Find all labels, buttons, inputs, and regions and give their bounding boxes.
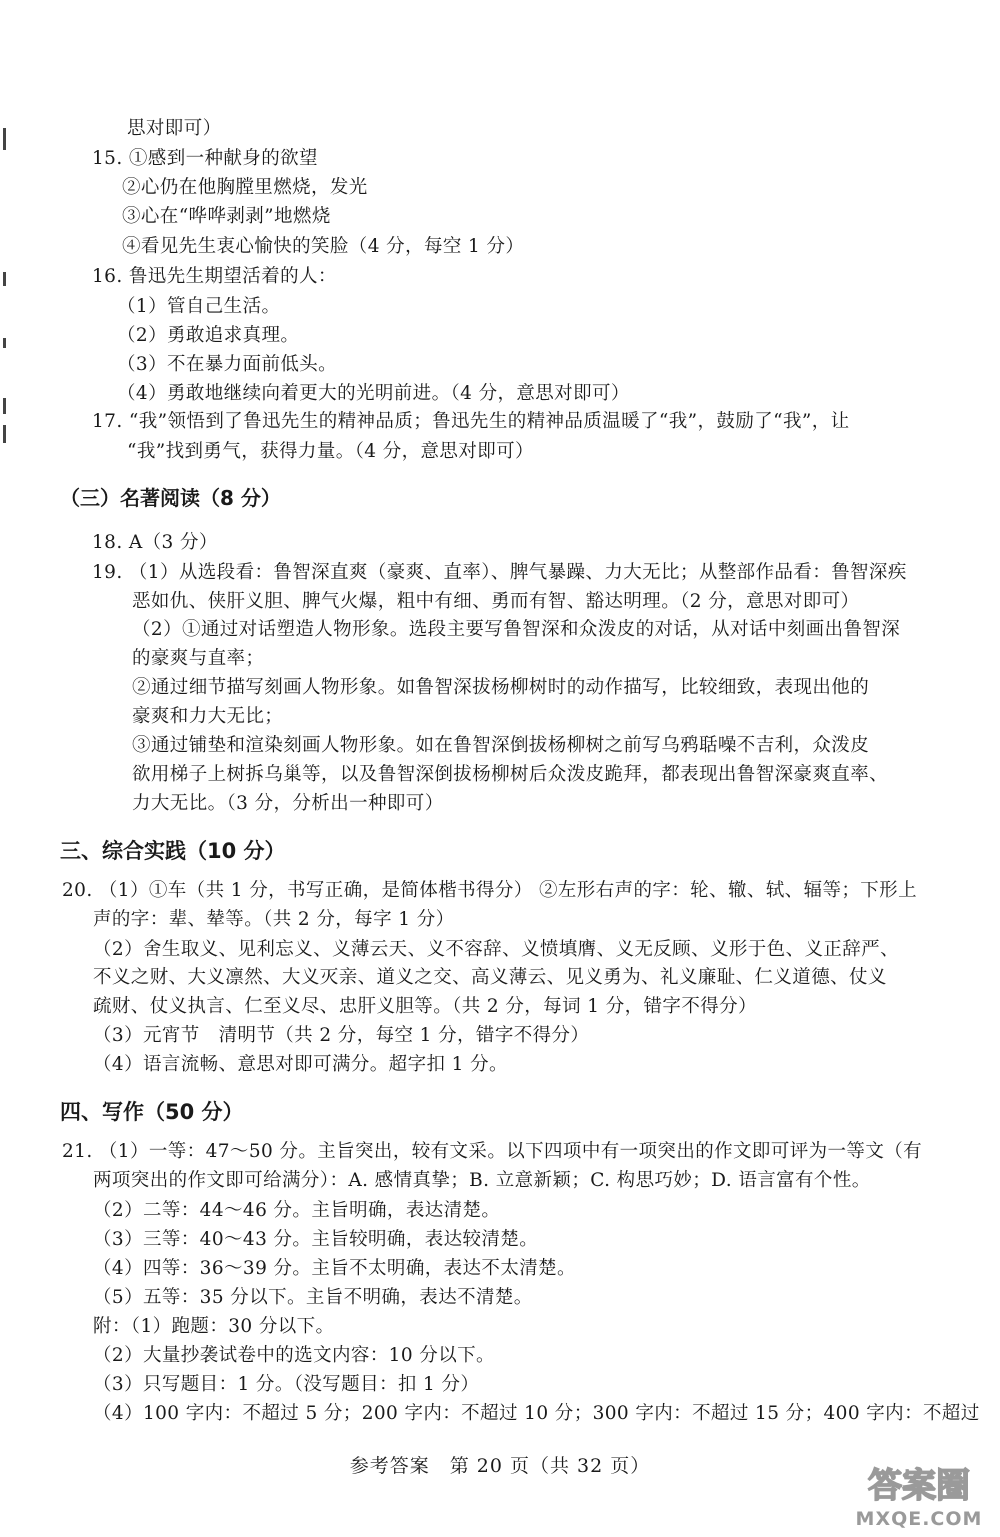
answer-line: ③心在“哗哗剥剥”地燃烧 — [122, 206, 331, 227]
answer-line: （5）五等：35 分以下。主旨不明确，表达不清楚。 — [93, 1287, 533, 1308]
watermark-url: MXQE.COM — [855, 1508, 983, 1530]
answer-line: 欲用梯子上树拆乌巢等，以及鲁智深倒拔杨柳树后众泼皮跪拜，都表现出鲁智深豪爽直率、 — [132, 764, 889, 785]
answer-line: （2）①通过对话塑造人物形象。选段主要写鲁智深和众泼皮的对话，从对话中刻画出鲁智深 — [132, 619, 901, 640]
answer-line: 的豪爽与直率； — [132, 648, 265, 669]
answer-line: 力大无比。（3 分，分析出一种即可） — [132, 793, 444, 814]
margin-mark — [3, 338, 6, 348]
answer-line: （3）只写题目：1 分。（没写题目：扣 1 分） — [93, 1374, 480, 1395]
answer-line: 20. （1）①车（共 1 分，书写正确，是简体楷书得分） ②左形右声的字：轮、辙、轼、辐等；下形上 — [62, 880, 917, 901]
answer-line: 16. 鲁迅先生期望活着的人： — [92, 266, 337, 287]
answer-line: 两项突出的作文即可给满分）：A. 感情真挚；B. 立意新颖；C. 构思巧妙；D. 语言富有个性。 — [93, 1170, 871, 1191]
answer-line: （4）四等：36～39 分。主旨不太明确，表达不太清楚。 — [93, 1258, 576, 1279]
answer-line: 17. “我”领悟到了鲁迅先生的精神品质；鲁迅先生的精神品质温暖了“我”，鼓励了“我”，让 — [92, 411, 850, 432]
answer-line: 豪爽和力大无比； — [132, 706, 284, 727]
answer-line: 18. A（3 分） — [92, 532, 218, 553]
site-watermark-logo — [844, 1457, 994, 1533]
page-footer: 参考答案 第 20 页（共 32 页） — [349, 1455, 651, 1477]
answer-line: ③通过铺垫和渲染刻画人物形象。如在鲁智深倒拔杨柳树之前写乌鸦聒噪不吉利，众泼皮 — [132, 735, 870, 756]
answer-line: （2）勇敢追求真理。 — [117, 325, 300, 346]
answer-line: 恶如仇、侠肝义胆、脾气火爆，粗中有细、勇而有智、豁达明理。（2 分，意思对即可） — [132, 591, 860, 612]
answer-line: 15. ①感到一种献身的欲望 — [92, 148, 318, 169]
answer-line: 附：（1）跑题：30 分以下。 — [93, 1316, 335, 1337]
answer-line: 思对即可） — [127, 118, 222, 139]
answer-line: 不义之财、大义凛然、大义灭亲、道义之交、高义薄云、见义勇为、礼义廉耻、仁义道德、仗义 — [93, 967, 887, 988]
answer-line: ②通过细节描写刻画人物形象。如鲁智深拔杨柳树时的动作描写，比较细致，表现出他的 — [132, 677, 870, 698]
answer-line: ④看见先生衷心愉快的笑脸（4 分，每空 1 分） — [122, 236, 525, 257]
section-heading: 三、综合实践（10 分） — [60, 839, 286, 863]
answer-line: （2）二等：44～46 分。主旨明确，表达清楚。 — [93, 1200, 501, 1221]
answer-line: 疏财、仗义执言、仁至义尽、忠肝义胆等。（共 2 分，每词 1 分，错字不得分） — [93, 996, 757, 1017]
answer-line: 21. （1）一等：47～50 分。主旨突出，较有文采。以下四项中有一项突出的作文即可评为一等文（有 — [62, 1141, 923, 1162]
answer-line: （2）舍生取义、见利忘义、义薄云天、义不容辞、义愤填膺、义无反顾、义形于色、义正辞严、 — [93, 939, 899, 960]
answer-line: （4）语言流畅、意思对即可满分。超字扣 1 分。 — [93, 1054, 508, 1075]
answer-line: “我”找到勇气，获得力量。（4 分，意思对即可） — [127, 441, 534, 462]
margin-mark — [3, 398, 6, 414]
watermark-title: 答案圈 — [868, 1466, 970, 1506]
answer-line: 19. （1）从选段看：鲁智深直爽（豪爽、直率）、脾气暴躁、力大无比；从整部作品看：鲁智深疾 — [92, 562, 907, 583]
margin-mark — [3, 128, 6, 150]
answer-line: （4）100 字内：不超过 5 分；200 字内：不超过 10 分；300 字内：不超过 15 分；400 字内：不超过 — [93, 1403, 980, 1424]
answer-line: 声的字：辈、辇等。（共 2 分，每字 1 分） — [93, 909, 455, 930]
section-heading: 四、写作（50 分） — [60, 1100, 244, 1124]
section-heading: （三）名著阅读（8 分） — [60, 486, 281, 510]
margin-mark — [3, 272, 6, 286]
answer-line: （2）大量抄袭试卷中的选文内容：10 分以下。 — [93, 1345, 495, 1366]
margin-mark — [3, 425, 6, 443]
answer-line: （3）元宵节 清明节（共 2 分，每空 1 分，错字不得分） — [93, 1025, 590, 1046]
answer-line: （3）不在暴力面前低头。 — [117, 354, 338, 375]
answer-line: （4）勇敢地继续向着更大的光明前进。（4 分，意思对即可） — [117, 383, 630, 404]
answer-line: ②心仍在他胸膛里燃烧，发光 — [122, 177, 368, 198]
answer-line: （3）三等：40～43 分。主旨较明确，表达较清楚。 — [93, 1229, 539, 1250]
answer-line: （1）管自己生活。 — [117, 296, 281, 317]
